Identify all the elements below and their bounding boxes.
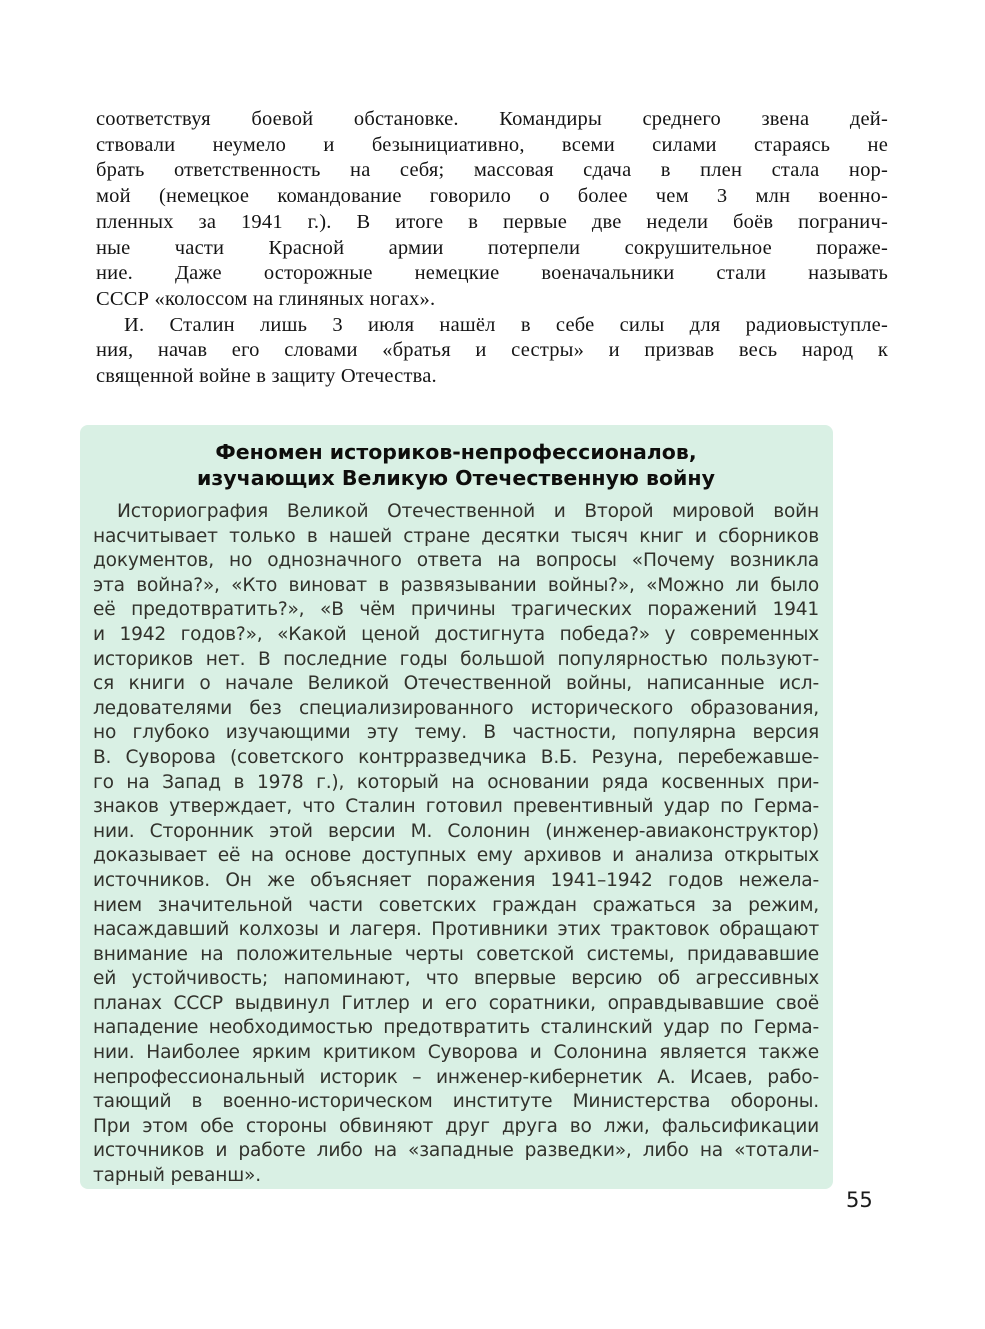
text-line: источников и работе либо на «западные разведки», либо на «тотали- bbox=[93, 1140, 819, 1162]
text-line: ледователями без специализированного исторического образования, bbox=[93, 697, 819, 719]
text-line: источников. Он же объясняет поражения 1941–1942 годов нежела- bbox=[93, 869, 819, 891]
text-line: нии. Наиболее ярким критиком Суворова и Солонина является также bbox=[93, 1042, 819, 1064]
text-line: ния, начав его словами «братья и сестры» и призвав весь народ к bbox=[96, 339, 888, 362]
text-line: историков нет. В последние годы большой популярностью пользуют- bbox=[93, 648, 819, 670]
info-box-title bbox=[93, 439, 819, 491]
text-line: ей устойчивость; напоминают, что впервые версию об агрессивных bbox=[93, 968, 819, 990]
text-line: непрофессиональный историк – инженер-кибернетик А. Исаев, рабо- bbox=[93, 1066, 819, 1088]
text-line: соответствуя боевой обстановке. Командиры среднего звена дей- bbox=[96, 108, 888, 130]
text-line: При этом обе стороны обвиняют друг друга во лжи, фальсификации bbox=[93, 1115, 819, 1137]
text-line: И. Сталин лишь 3 июля нашёл в себе силы для радиовыступле- bbox=[124, 313, 888, 336]
text-line: ся книги о начале Великой Отечественной войны, написанные исл- bbox=[93, 673, 819, 695]
text-line: её предотвратить?», «В чём причины трагических поражений 1941 bbox=[93, 599, 819, 621]
text-line: эта война?», «Кто виноват в развязывании войны?», «Можно ли было bbox=[93, 574, 819, 596]
text-line: насчитывает только в нашей стране десятки тысяч книг и сборников bbox=[93, 525, 819, 547]
info-box-body bbox=[93, 500, 819, 1189]
text-line: го на Запад в 1978 г.), который на основании ряда косвенных при- bbox=[93, 771, 819, 793]
text-line: доказывает её на основе доступных ему архивов и анализа открытых bbox=[93, 845, 819, 867]
text-line: но глубоко изучающими эту тему. В частности, популярна версия bbox=[93, 722, 819, 744]
text-line: пленных за 1941 г.). В итоге в первые две недели боёв погранич- bbox=[96, 210, 888, 233]
paragraph-stalin-speech bbox=[96, 313, 888, 390]
text-line: насаждавший колхозы и лагеря. Противники этих трактовок обращают bbox=[93, 919, 819, 941]
text-line: планах СССР выдвинул Гитлер и его соратники, оправдывавшие своё bbox=[93, 992, 819, 1014]
text-line: нии. Сторонник этой версии М. Солонин (инженер-авиаконструктор) bbox=[93, 820, 819, 842]
text-line: СССР «колоссом на глиняных ногах». bbox=[96, 287, 436, 310]
text-line: ствовали неумело и безынициативно, всеми силами стараясь не bbox=[96, 133, 888, 156]
text-line: ние. Даже осторожные немецкие военачальники стали называть bbox=[96, 262, 888, 285]
text-line: нападение необходимостью предотвратить сталинский удар по Герма- bbox=[93, 1017, 819, 1039]
text-line: тающий в военно-историческом институте Министерства обороны. bbox=[93, 1091, 819, 1113]
info-box-title-line: Феномен историков-непрофессионалов, bbox=[215, 440, 697, 464]
text-line: В. Суворова (советского контрразведчика В.Б. Резуна, перебежавше- bbox=[93, 746, 819, 768]
text-line: ные части Красной армии потерпели сокрушительное пораже- bbox=[96, 236, 888, 259]
text-line: нием значительной части советских граждан сражаться за режим, bbox=[93, 894, 819, 916]
page-number: 55 bbox=[846, 1188, 873, 1212]
text-line: тарный реванш». bbox=[93, 1165, 261, 1187]
text-line: и 1942 годов?», «Какой ценой достигнута победа?» у современных bbox=[93, 623, 819, 645]
paragraph-continuation bbox=[96, 107, 888, 313]
text-line: Историография Великой Отечественной и Второй мировой войн bbox=[117, 501, 819, 522]
text-line: знаков утверждает, что Сталин готовил превентивный удар по Герма- bbox=[93, 796, 819, 818]
info-box bbox=[80, 425, 833, 1189]
text-line: документов, но однозначного ответа на вопросы «Почему возникла bbox=[93, 550, 819, 572]
text-line: священной войне в защиту Отечества. bbox=[96, 365, 437, 388]
text-line: мой (немецкое командование говорило о более чем 3 млн военно- bbox=[96, 185, 888, 208]
info-box-title-line: изучающих Великую Отечественную войну bbox=[197, 466, 715, 490]
text-line: внимание на положительные черты советской системы, придававшие bbox=[93, 943, 819, 965]
main-text bbox=[96, 107, 888, 390]
text-line: брать ответственность на себя; массовая сдача в плен стала нор- bbox=[96, 159, 888, 182]
